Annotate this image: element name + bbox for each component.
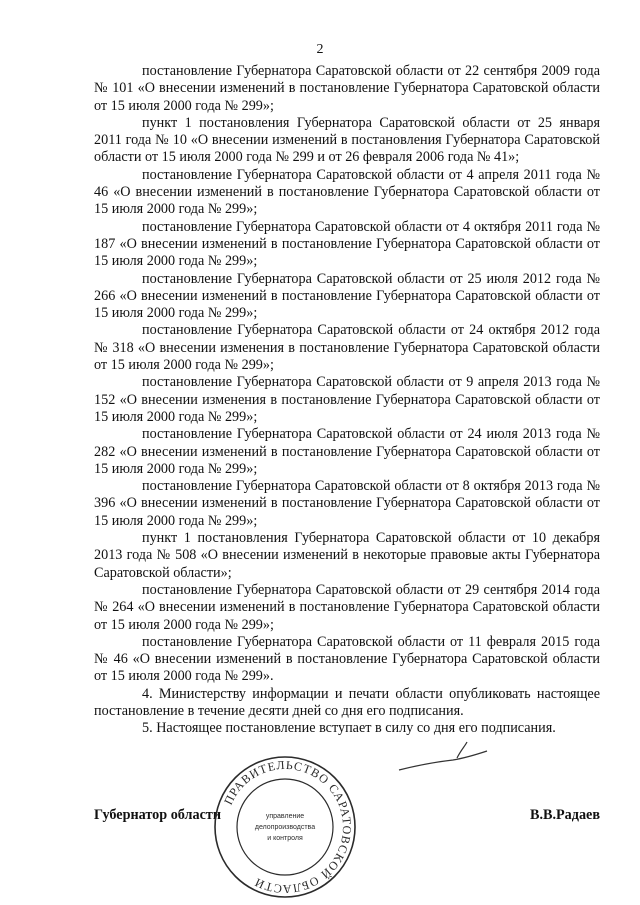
handwritten-signature [395,736,495,776]
paragraph: постановление Губернатора Саратовской области от 29 сентября 2014 года № 264 «О внесении изменений в постановление Губернатора Саратовской области от 15 июля 2000 года № 299»; [94,581,600,633]
paragraph: пункт 1 постановления Губернатора Саратовской области от 10 декабря 2013 года № 508 «О внесении изменений в некоторые правовые акты Губернатора Саратовской области»; [94,530,600,581]
paragraph: постановление Губернатора Саратовской области от 25 июля 2012 года № 266 «О внесении изменений в постановление Губернатора Саратовской области от 15 июля 2000 года № 299»; [94,270,600,322]
svg-text:и контроля: и контроля [267,835,303,842]
signatory-title: Губернатор области [94,807,222,823]
paragraph: постановление Губернатора Саратовской области от 4 октября 2011 года № 187 «О внесении изменений в постановление Губернатора Саратовской области от 15 июля 2000 года № 299»; [94,218,600,270]
paragraph: пункт 1 постановления Губернатора Саратовской области от 25 января 2011 года № 10 «О внесении изменений в постановления Губернатора Саратовской области от 15 июля 2000 года № 299 и от 26 февраля 2006 года № 41»; [94,114,600,166]
paragraph: постановление Губернатора Саратовской области от 24 июля 2013 года № 282 «О внесении изменений в постановление Губернатора Саратовской области от 15 июля 2000 года № 299»; [94,426,600,477]
svg-text:управление: управление [265,813,305,820]
paragraph: постановление Губернатора Саратовской области от 24 октября 2012 года № 318 «О внесении изменения в постановление Губернатора Саратовской области от 15 июля 2000 года № 299»; [94,322,600,374]
paragraph: постановление Губернатора Саратовской области от 11 февраля 2015 года № 46 «О внесении изменений в постановление Губернатора Саратовской области от 15 июля 2000 года № 299». [94,633,600,685]
paragraph: постановление Губернатора Саратовской области от 22 сентября 2009 года № 101 «О внесении изменений в постановление Губернатора Саратовской области от 15 июля 2000 года № 299»; [94,63,600,114]
paragraph: постановление Губернатора Саратовской области от 9 апреля 2013 года № 152 «О внесении изменения в постановление Губернатора Саратовской области от 15 июля 2000 года № 299»; [94,374,600,425]
paragraph: 4. Министерству информации и печати области опубликовать настоящее постановление в течение десяти дней со дня его подписания. [94,685,600,719]
page-number: 2 [316,42,324,57]
signatory-name: В.В.Радаев [529,807,600,823]
svg-text:ПРАВИТЕЛЬСТВО САРАТОВСКОЙ ОБЛА: ПРАВИТЕЛЬСТВО САРАТОВСКОЙ ОБЛАСТИ [221,757,355,897]
paragraph: постановление Губернатора Саратовской области от 4 апреля 2011 года № 46 «О внесении изменений в постановление Губернатора Саратовской области от 15 июля 2000 года № 299»; [94,166,600,218]
paragraph: постановление Губернатора Саратовской области от 8 октября 2013 года № 396 «О внесении изменений в постановление Губернатора Саратовской области от 15 июля 2000 года № 299»; [94,478,600,529]
paragraph: 5. Настоящее постановление вступает в силу со дня его подписания. [142,720,556,737]
document-body [94,63,600,738]
official-seal-stamp [210,752,360,902]
svg-text:делопроизводства: делопроизводства [254,824,316,831]
